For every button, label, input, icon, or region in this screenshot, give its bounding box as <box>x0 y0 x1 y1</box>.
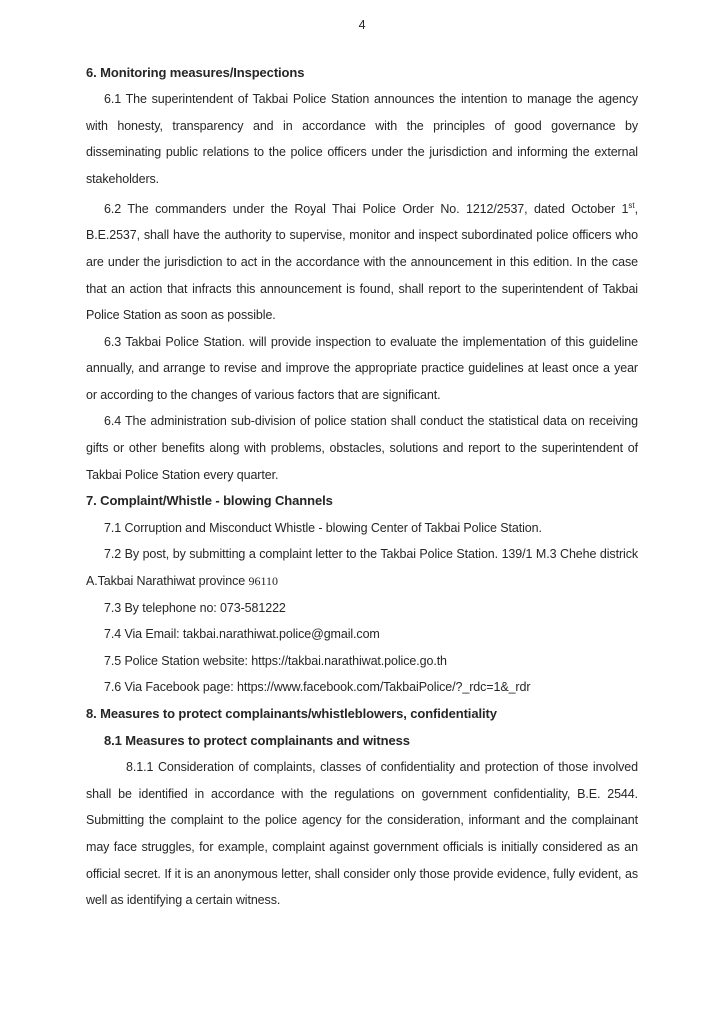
paragraph-6-4: 6.4 The administration sub-division of police station shall conduct the statistical data on receiving gifts or other benefits along with problems, obstacles, solutions and report to the superintendent of Takbai Police Station every quarter. <box>86 414 638 482</box>
paragraph-6-2 <box>86 193 638 329</box>
channel-item-7-1: 7.1 Corruption and Misconduct Whistle - blowing Center of Takbai Police Station. <box>104 520 542 535</box>
channel-item-7-5: 7.5 Police Station website: https://takbai.narathiwat.police.go.th <box>104 653 447 668</box>
paragraph-6-2-text: 6.2 The commanders under the Royal Thai Police Order No. 1212/2537, dated October 1 <box>104 201 629 216</box>
postal-code: 96110 <box>248 574 279 589</box>
ordinal-superscript: st <box>628 200 635 210</box>
section-8-1-subheading: 8.1 Measures to protect complainants and witness <box>104 732 410 748</box>
paragraph-6-1: 6.1 The superintendent of Takbai Police Station announces the intention to manage the agency with honesty, transparency and in accordance with the principles of good governance by disseminating public relations to the police officers under the jurisdiction and informing the external stakeholders. <box>86 92 638 186</box>
channel-item-7-6: 7.6 Via Facebook page: https://www.facebook.com/TakbaiPolice/?_rdc=1&_rdr <box>104 680 531 695</box>
section-6-heading: 6. Monitoring measures/Inspections <box>86 64 305 80</box>
section-7-heading: 7. Complaint/Whistle - blowing Channels <box>86 493 333 509</box>
channel-item-7-2-text: 7.2 By post, by submitting a complaint letter to the Takbai Police Station. 139/1 M.3 Chehe districk A.Takbai Narathiwat province <box>86 547 638 589</box>
channel-item-7-2 <box>86 541 638 594</box>
paragraph-6-3: 6.3 Takbai Police Station. will provide inspection to evaluate the implementation of this guideline annually, and arrange to revise and improve the appropriate practice guidelines at least once a year or according to the changes of various factors that are significant. <box>86 334 638 402</box>
channel-item-7-4: 7.4 Via Email: takbai.narathiwat.police@gmail.com <box>104 627 380 642</box>
paragraph-8-1-1: 8.1.1 Consideration of complaints, classes of confidentiality and protection of those involved shall be identified in accordance with the regulations on government confidentiality, B.E. 2544. Submitting the complaint to the police agency for the consideration, informant and the complainant may face struggles, for example, complaint against government officials is initially considered as an official secret. If it is an anonymous letter, shall consider only those provide evidence, fully evident, as well as identifying a certain witness. <box>86 760 638 908</box>
paragraph-6-2-text-rest: , B.E.2537, shall have the authority to supervise, monitor and inspect subordinated police officers who are under the jurisdiction to act in the accordance with the announcement in this edition. In the case that an action that infracts this announcement is found, shall report to the superintendent of Takbai Police Station as soon as possible. <box>86 201 638 323</box>
section-8-heading: 8. Measures to protect complainants/whistleblowers, confidentiality <box>86 706 497 721</box>
page-number: 4 <box>358 18 366 32</box>
channel-item-7-3: 7.3 By telephone no: 073-581222 <box>104 600 286 615</box>
